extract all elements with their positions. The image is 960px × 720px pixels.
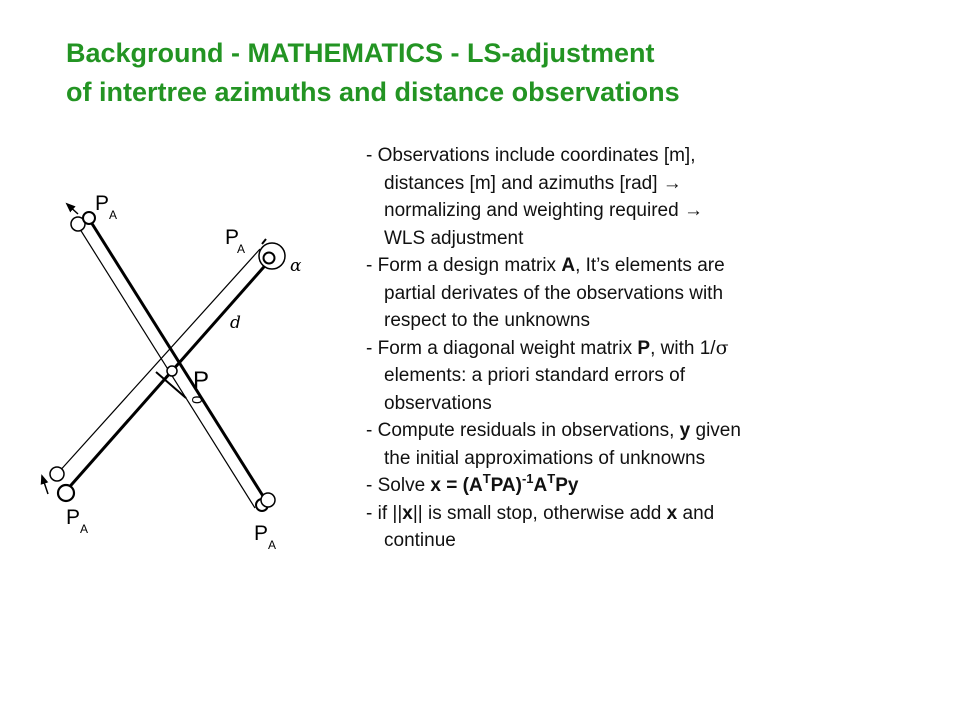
bullet-4-text-a: - Compute residuals in observations, [366,420,680,441]
label-pa-bottom-left: $P_A$ [66,506,89,536]
label-p0-subscript: 0 [189,395,206,404]
bullet-6-text-b: || is small stop, otherwise add [412,502,667,524]
bullet-5-line-1 [366,472,926,500]
bullet-4-line-1 [366,417,926,445]
bullet-4-line-2: the initial approximations of unknowns [384,447,706,469]
tree-ur-inner [264,253,275,264]
bullet-6-text-c: and [677,502,715,524]
bullet-3-line-2: elements: a priori standard errors of [384,365,685,386]
title-line-1: Background - MATHEMATICS - LS-adjustment [66,38,655,68]
bullet-3-matrix-p: P [637,337,651,359]
bullet-stop-criterion [366,500,926,555]
bullet-1-line-4: WLS adjustment [384,227,524,249]
bullet-observations [366,142,926,252]
eq-part-d: Py [555,475,579,496]
bullet-4-y: y [679,420,691,441]
eq-part-a: x = (A [430,475,483,496]
bullet-2-line-2: partial derivates of the observations with [384,282,724,304]
bullet-1-line-3: normalizing and weighting required → [384,200,703,221]
label-d: d [230,313,241,333]
eq-sup-inv: -1 [521,471,534,486]
alpha-arc-marker [262,239,266,244]
bullet-design-matrix [366,252,926,335]
line-tree-ul-to-lr-thin [78,226,255,508]
eq-sup-t2: T [547,471,556,486]
bullet-2-line-3: respect to the unknowns [384,310,590,331]
bullet-3-text-a: - Form a diagonal weight matrix [366,337,638,359]
tree-ul-arrow [67,204,78,214]
eq-part-c: A [533,475,548,496]
bullet-5-text: - Solve [366,475,431,496]
tree-ll-arrow [42,476,48,494]
tree-ul-inner [83,212,95,224]
bullet-3-line-1 [366,335,926,363]
tree-ll-outer [50,467,64,481]
bullet-residuals [366,417,926,472]
label-pa-top-left: $P_A$ [95,192,118,222]
bullet-2-text-b: , It’s elements are [575,255,725,276]
eq-sup-t1: T [482,471,491,486]
bullet-6-x2: x [666,502,678,524]
bullet-3-text-b: , with 1/ [650,337,716,359]
bullet-list [366,142,926,555]
tree-lr-outer [261,493,275,507]
intertree-diagram [0,0,360,600]
p0-circle [167,366,177,376]
bullet-3-sigma: σ [715,336,729,359]
bullet-2-line-1 [366,252,926,280]
label-pa-top-right: PA [225,226,246,256]
label-alpha: α [290,256,302,276]
label-p0: P [193,367,210,394]
title-line-2: of intertree azimuths and distance observations [66,77,680,107]
bullet-6-line-1 [366,500,926,528]
bullet-2-matrix-a: A [561,255,576,276]
bullet-6-x1: x [402,502,413,524]
bullet-4-text-b: given [690,420,741,441]
solve-equation [430,471,579,496]
bullet-3-line-3: observations [384,392,492,414]
tree-ll-inner [58,485,74,501]
bullet-solve [366,472,926,500]
bullet-1-line-1: - Observations include coordinates [m], [366,145,696,166]
bullet-1-line-2: distances [m] and azimuths [rad] → [384,172,682,194]
bullet-2-text-a: - Form a design matrix [366,255,562,276]
bullet-6-text-a: - if || [366,502,403,524]
bullet-weight-matrix [366,335,926,418]
label-pa-bottom-right: $P_A$ [254,522,277,552]
eq-part-b: PA) [490,475,522,496]
bullet-6-line-2: continue [384,530,456,551]
